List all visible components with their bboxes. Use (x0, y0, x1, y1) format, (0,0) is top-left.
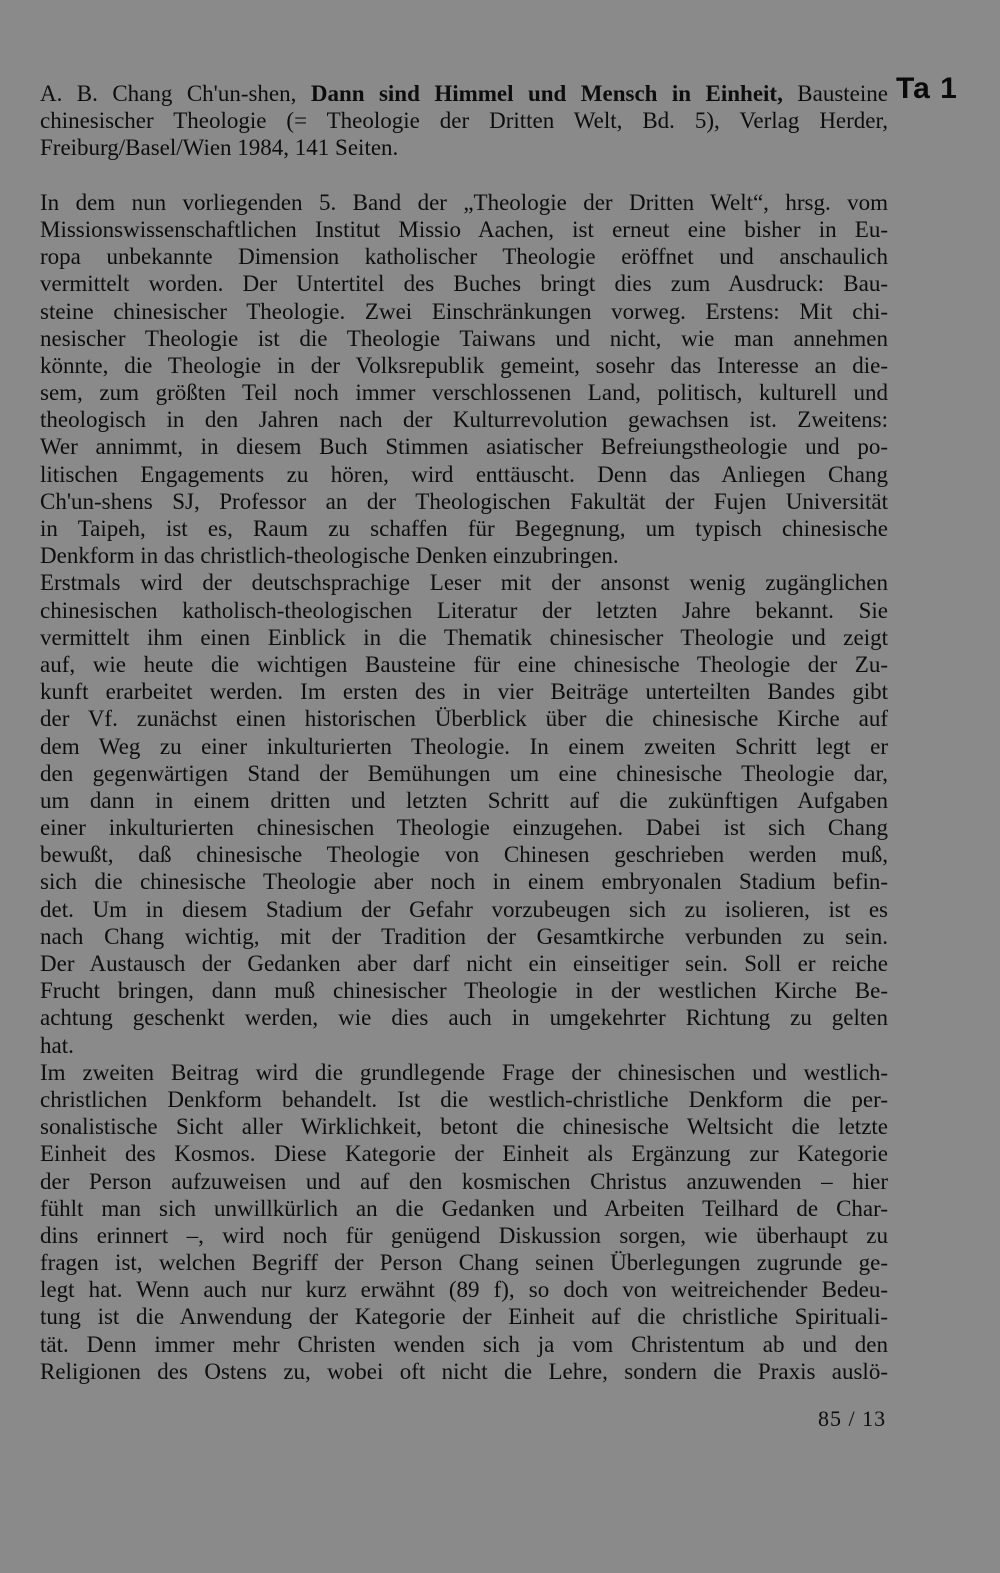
body-line: vermittelt worden. Der Untertitel des Buches bringt dies zum Ausdruck: Bau- (40, 271, 888, 297)
citation-line (40, 80, 888, 107)
margin-tag: Ta 1 (896, 72, 958, 105)
body-line: tät. Denn immer mehr Christen wenden sich ja vom Christentum ab und den (40, 1331, 888, 1357)
body-line: theologisch in den Jahren nach der Kulturrevolution gewachsen ist. Zweitens: (40, 407, 888, 433)
body-line: kunft erarbeitet werden. Im ersten des in vier Beiträge unterteilten Bandes gibt (40, 679, 888, 705)
body-line: vermittelt ihm einen Einblick in die Thematik chinesischer Theologie und zeigt (40, 624, 888, 650)
body-line: Frucht bringen, dann muß chinesischer Theologie in der westlichen Kirche Be- (40, 978, 888, 1004)
citation-author: A. B. Chang Ch'un-shen, (40, 81, 311, 106)
body-line: In dem nun vorliegenden 5. Band der „Theologie der Dritten Welt“, hrsg. vom (40, 189, 888, 215)
body-line: um dann in einem dritten und letzten Schritt auf die zukünftigen Aufgaben (40, 787, 888, 813)
citation-series: Bausteine (782, 81, 888, 106)
body-line: bewußt, daß chinesische Theologie von Chinesen geschrieben werden muß, (40, 842, 888, 868)
body-line: Ch'un-shens SJ, Professor an der Theologischen Fakultät der Fujen Universität (40, 488, 888, 514)
body-line: dins erinnert –, wird noch für genügend Diskussion sorgen, wie überhaupt zu (40, 1222, 888, 1248)
body-line: in Taipeh, ist es, Raum zu schaffen für Begegnung, um typisch chinesische (40, 516, 888, 541)
page-number: 85 / 13 (818, 1406, 887, 1431)
body-line: legt hat. Wenn auch nur kurz erwähnt (89 f), so doch von weitreichender Bedeu- (40, 1277, 888, 1303)
citation-line: chinesischer Theologie (= Theologie der Dritten Welt, Bd. 5), Verlag Herder, (40, 108, 888, 134)
body-line: hat. (40, 1032, 74, 1058)
body-line: chinesischen katholisch-theologischen Literatur der letzten Jahre bekannt. Sie (40, 597, 888, 623)
body-line: ropa unbekannte Dimension katholischer Theologie eröffnet und anschaulich (40, 244, 888, 270)
body-line: sem, zum größten Teil noch immer verschlossenen Land, politisch, kulturell und (40, 380, 888, 406)
review-page (40, 80, 888, 1385)
body-line: tung ist die Anwendung der Kategorie der Einheit auf die christliche Spirituali- (40, 1304, 888, 1330)
body-line: sonalistische Sicht aller Wirklichkeit, betont die chinesische Weltsicht die letzte (40, 1114, 888, 1140)
body-line: Religionen des Ostens zu, wobei oft nicht die Lehre, sondern die Praxis auslö- (40, 1358, 888, 1384)
body-line: einer inkulturierten chinesischen Theologie einzugehen. Dabei ist sich Chang (40, 815, 888, 841)
body-line: nach Chang wichtig, mit der Tradition der Gesamtkirche verbunden zu sein. (40, 923, 888, 949)
body-line: der Person aufzuweisen und auf den kosmischen Christus anzuwenden – hier (40, 1168, 888, 1194)
body-line: dem Weg zu einer inkulturierten Theologie. In einem zweiten Schritt legt er (40, 733, 888, 759)
body-line: litischen Engagements zu hören, wird enttäuscht. Denn das Anliegen Chang (40, 461, 888, 487)
body-line: Der Austausch der Gedanken aber darf nicht ein einseitiger sein. Soll er reiche (40, 951, 888, 976)
review-body (40, 189, 888, 1385)
body-line: steine chinesischer Theologie. Zwei Einschränkungen vorweg. Erstens: Mit chi- (40, 298, 888, 324)
body-line: sich die chinesische Theologie aber noch in einem embryonalen Stadium befin- (40, 869, 888, 895)
body-line: Im zweiten Beitrag wird die grundlegende Frage der chinesischen und westlich- (40, 1059, 888, 1085)
body-line: den gegenwärtigen Stand der Bemühungen um eine chinesische Theologie dar, (40, 760, 888, 786)
body-line: Wer annimmt, in diesem Buch Stimmen asiatischer Befreiungstheologie und po- (40, 434, 888, 460)
body-line: auf, wie heute die wichtigen Bausteine für eine chinesische Theologie der Zu- (40, 651, 888, 677)
body-line: Denkform in das christlich-theologische Denken einzubringen. (40, 543, 619, 569)
body-line: Missionswissenschaftlichen Institut Missio Aachen, ist erneut eine bisher in Eu- (40, 216, 888, 242)
book-title: Dann sind Himmel und Mensch in Einheit, (310, 81, 783, 106)
citation (40, 80, 888, 162)
body-line: Einheit des Kosmos. Diese Kategorie der Einheit als Ergänzung zur Kategorie (40, 1141, 888, 1167)
body-line: der Vf. zunächst einen historischen Überblick über die chinesische Kirche auf (40, 706, 888, 732)
body-line: christlichen Denkform behandelt. Ist die westlich-christliche Denkform die per- (40, 1086, 888, 1112)
body-line: fühlt man sich unwillkürlich an die Gedanken und Arbeiten Teilhard de Char- (40, 1195, 888, 1221)
citation-line: Freiburg/Basel/Wien 1984, 141 Seiten. (40, 135, 399, 161)
spacer (40, 162, 888, 189)
body-line: Erstmals wird der deutschsprachige Leser mit der ansonst wenig zugänglichen (40, 570, 888, 596)
body-line: fragen ist, welchen Begriff der Person Chang seinen Überlegungen zugrunde ge- (40, 1250, 888, 1276)
body-line: det. Um in diesem Stadium der Gefahr vorzubeugen sich zu isolieren, ist es (40, 896, 888, 922)
body-line: nesischer Theologie ist die Theologie Taiwans und nicht, wie man annehmen (40, 325, 888, 351)
body-line: achtung geschenkt werden, wie dies auch in umgekehrter Richtung zu gelten (40, 1005, 888, 1031)
body-line: könnte, die Theologie in der Volksrepublik gemeint, sosehr das Interesse an die- (40, 352, 888, 378)
